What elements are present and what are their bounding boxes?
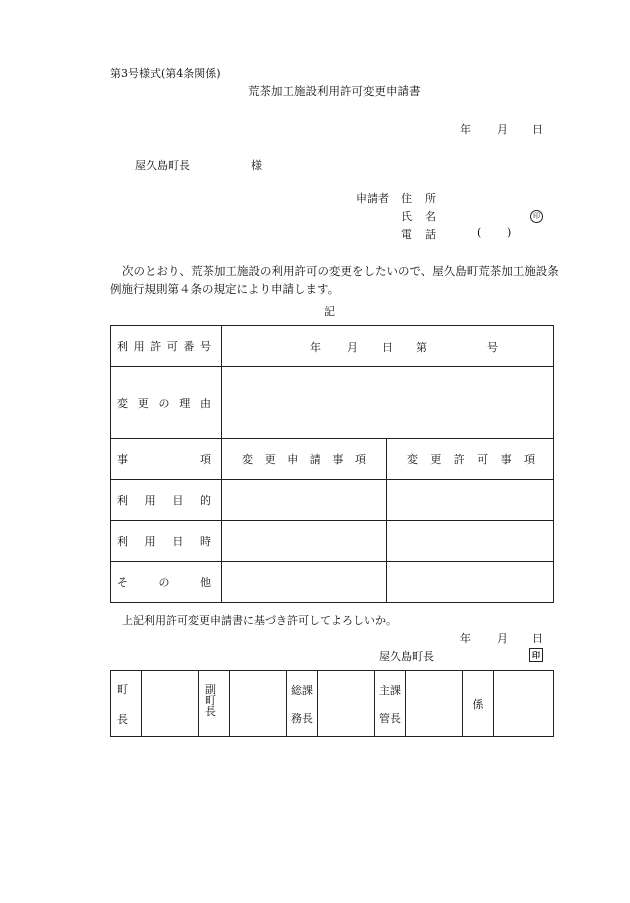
general-affairs-stamp[interactable] [318,671,375,737]
approval-text: 上記利用許可変更申請書に基づき許可してよろしいか。 [122,614,397,627]
body-text-line-2: 例施行規則第４条の規定により申請します。 [110,282,340,296]
change-permit-header: 変 更 許 可 事 項 [387,439,554,480]
other-row [111,562,554,603]
stamp-row [111,671,554,737]
item-label: 事 項 [111,439,222,480]
phone-open-paren: ( [477,226,482,239]
purpose-permit-field[interactable] [387,480,554,521]
application-table [110,325,554,603]
phone-close-paren: ) [507,226,512,239]
datetime-request-field[interactable] [222,521,387,562]
reason-row [111,367,554,439]
other-permit-field[interactable] [387,562,554,603]
purpose-label: 利 用 目 的 [111,480,222,521]
staff-stamp[interactable] [494,671,554,737]
addressee-honorific: 様 [251,159,262,172]
seal-mark-icon: 印 [530,210,543,223]
permit-number-label: 利 用 許 可 番 号 [111,326,222,367]
datetime-permit-field[interactable] [387,521,554,562]
approver-name: 屋久島町長 [379,650,434,663]
applicant-label: 申請者 [356,192,389,205]
other-request-field[interactable] [222,562,387,603]
purpose-row [111,480,554,521]
name-label: 氏 名 [401,210,436,223]
staff-label: 係 [463,671,494,737]
town-head-label: 町 長 [111,671,142,737]
phone-label: 電 話 [401,228,436,241]
name-seal [530,208,543,223]
permit-number-value: 年 月 日 第 号 [222,326,554,367]
datetime-label: 利 用 日 時 [111,521,222,562]
date-year: 年 [460,123,471,136]
deputy-label: 副 町 長 [199,671,230,737]
permit-number-row [111,326,554,367]
body-text-line-1: 次のとおり、荒茶加工施設の利用許可の変更をしたいので、屋久島町荒茶加工施設条 [122,264,559,278]
address-label: 住 所 [401,192,436,205]
general-affairs-label: 総課 務長 [287,671,318,737]
ki-heading: 記 [324,305,335,318]
document-title: 荒茶加工施設利用許可変更申請書 [248,84,421,98]
addressee-name: 屋久島町長 [135,159,190,172]
approver-seal [529,648,543,662]
supervising-label: 主課 管長 [375,671,406,737]
change-request-header: 変 更 申 請 事 項 [222,439,387,480]
reason-field[interactable] [222,367,554,439]
official-seal-icon: 印 [529,648,543,662]
header-row [111,439,554,480]
datetime-row [111,521,554,562]
deputy-stamp[interactable] [230,671,287,737]
reason-label: 変 更 の 理 由 [111,367,222,439]
date-day: 日 [532,123,543,136]
date-month: 月 [497,123,508,136]
stamp-table [110,670,554,737]
other-label: そ の 他 [111,562,222,603]
supervising-stamp[interactable] [406,671,463,737]
town-head-stamp[interactable] [142,671,199,737]
form-number: 第3号様式(第4条関係) [110,67,221,80]
purpose-request-field[interactable] [222,480,387,521]
